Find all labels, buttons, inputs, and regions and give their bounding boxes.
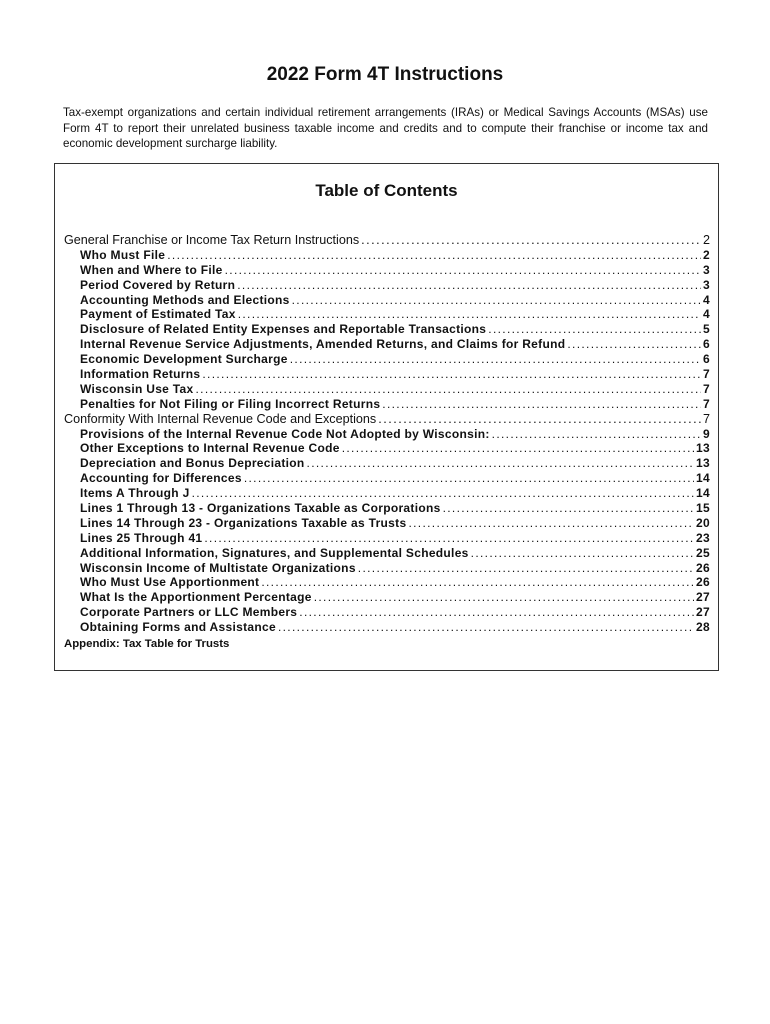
toc-entry-page: 2	[703, 247, 710, 262]
toc-entry-page: 4	[703, 292, 710, 307]
toc-leader-dots	[238, 307, 701, 321]
toc-leader-dots	[261, 575, 694, 589]
toc-entry-page: 27	[696, 590, 710, 605]
toc-entry-label: When and Where to File	[80, 262, 223, 277]
toc-entry[interactable]	[64, 486, 710, 501]
toc-entry[interactable]	[64, 561, 710, 576]
toc-entry-page: 28	[696, 620, 710, 635]
toc-leader-dots	[307, 456, 695, 470]
toc-entry-page: 25	[696, 545, 710, 560]
toc-leader-dots	[443, 501, 694, 515]
toc-leader-dots	[299, 605, 694, 619]
toc-leader-dots	[292, 293, 701, 307]
toc-entry[interactable]	[64, 516, 710, 531]
toc-entry[interactable]	[64, 620, 710, 635]
toc-entry-page: 7	[702, 411, 710, 426]
toc-entry-label: Internal Revenue Service Adjustments, Amended Returns, and Claims for Refund	[80, 337, 566, 352]
toc-entry-label: Additional Information, Signatures, and Supplemental Schedules	[80, 545, 469, 560]
toc-entry-label: Disclosure of Related Entity Expenses and Reportable Transactions	[80, 322, 487, 337]
toc-entry-page: 7	[703, 396, 710, 411]
toc-entry-label: Wisconsin Use Tax	[80, 381, 194, 396]
toc-entry-page: 13	[696, 441, 710, 456]
toc-entry-page: 26	[696, 575, 710, 590]
toc-entry-page: 23	[696, 530, 710, 545]
toc-entry[interactable]	[64, 590, 710, 605]
toc-entry-label: Lines 1 Through 13 - Organizations Taxable as Corporations	[80, 501, 441, 516]
page-title: 2022 Form 4T Instructions	[266, 64, 504, 85]
toc-entry-page: 6	[703, 337, 710, 352]
toc-entry-label: Accounting Methods and Elections	[80, 292, 290, 307]
toc-entry[interactable]	[64, 412, 710, 427]
toc-entry-page: 27	[696, 605, 710, 620]
toc-entry[interactable]	[64, 263, 710, 278]
toc-leader-dots	[492, 427, 701, 441]
toc-entry-label: General Franchise or Income Tax Return Instructions	[64, 233, 360, 247]
toc-entry-label: Who Must Use Apportionment	[80, 575, 260, 590]
toc-entry-page: 2	[702, 233, 710, 247]
toc-leader-dots	[342, 441, 694, 455]
toc-entry[interactable]	[64, 278, 710, 293]
toc-entry[interactable]	[64, 382, 710, 397]
toc-entry[interactable]	[64, 337, 710, 352]
toc-leader-dots	[195, 382, 701, 396]
toc-leader-dots	[278, 620, 694, 634]
toc-entry-page: 6	[703, 352, 710, 367]
toc-entry-label: Lines 25 Through 41	[80, 530, 203, 545]
toc-entry[interactable]	[64, 471, 710, 486]
toc-entry[interactable]	[64, 605, 710, 620]
toc-leader-dots	[488, 322, 701, 336]
toc-entry-label: Economic Development Surcharge	[80, 352, 288, 367]
toc-entry[interactable]	[64, 352, 710, 367]
toc-entry-page: 3	[703, 262, 710, 277]
toc-leader-dots	[225, 263, 701, 277]
toc-entry-label: Lines 14 Through 23 - Organizations Taxable as Trusts	[80, 515, 407, 530]
toc-entry[interactable]	[64, 293, 710, 308]
toc-entry-label: Corporate Partners or LLC Members	[80, 605, 298, 620]
toc-list	[64, 233, 710, 635]
toc-leader-dots	[204, 531, 694, 545]
toc-entry-label: Other Exceptions to Internal Revenue Code	[80, 441, 340, 456]
toc-entry[interactable]	[64, 531, 710, 546]
toc-entry[interactable]	[64, 441, 710, 456]
toc-entry[interactable]	[64, 367, 710, 382]
toc-entry-page: 14	[696, 486, 710, 501]
toc-entry-page: 7	[703, 367, 710, 382]
toc-entry-page: 13	[696, 456, 710, 471]
toc-entry-page: 26	[696, 560, 710, 575]
toc-entry-page: 5	[703, 322, 710, 337]
toc-entry[interactable]	[64, 397, 710, 412]
toc-heading: Table of Contents	[315, 181, 458, 200]
toc-leader-dots	[167, 248, 701, 262]
toc-leader-dots	[192, 486, 694, 500]
toc-entry-page: 20	[696, 515, 710, 530]
toc-entry-label: Penalties for Not Filing or Filing Incorrect Returns	[80, 396, 381, 411]
toc-leader-dots	[378, 412, 701, 426]
toc-leader-dots	[358, 561, 694, 575]
toc-entry[interactable]	[64, 307, 710, 322]
toc-leader-dots	[237, 278, 701, 292]
toc-entry[interactable]	[64, 427, 710, 442]
toc-entry[interactable]	[64, 575, 710, 590]
toc-entry-page: 15	[696, 501, 710, 516]
toc-entry[interactable]	[64, 456, 710, 471]
toc-entry[interactable]	[64, 248, 710, 263]
toc-appendix[interactable]: Appendix: Tax Table for Trusts	[64, 638, 230, 650]
toc-leader-dots	[361, 233, 701, 247]
toc-entry-label: Items A Through J	[80, 486, 190, 501]
toc-entry-label: Accounting for Differences	[80, 471, 242, 486]
toc-leader-dots	[244, 471, 694, 485]
table-of-contents	[54, 163, 719, 671]
toc-leader-dots	[202, 367, 701, 381]
toc-entry-page: 9	[703, 426, 710, 441]
toc-leader-dots	[471, 546, 694, 560]
toc-entry-label: What Is the Apportionment Percentage	[80, 590, 312, 605]
toc-leader-dots	[382, 397, 701, 411]
toc-entry-label: Period Covered by Return	[80, 277, 236, 292]
toc-entry-page: 7	[703, 381, 710, 396]
toc-entry-label: Provisions of the Internal Revenue Code Not Adopted by Wisconsin:	[80, 426, 490, 441]
toc-leader-dots	[314, 590, 694, 604]
intro-paragraph: Tax-exempt organizations and certain individual retirement arrangements (IRAs) or Medical Savings Accounts (MSAs) use Form 4T to report their unrelated business taxable income and credits and to compute their franchise or income tax and economic development surcharge liability.	[63, 106, 708, 150]
toc-leader-dots	[290, 352, 701, 366]
toc-entry-label: Obtaining Forms and Assistance	[80, 620, 276, 635]
toc-entry[interactable]	[64, 546, 710, 561]
toc-entry[interactable]	[64, 501, 710, 516]
toc-entry-label: Conformity With Internal Revenue Code and Exceptions	[64, 411, 377, 426]
toc-entry-label: Depreciation and Bonus Depreciation	[80, 456, 305, 471]
toc-entry-label: Payment of Estimated Tax	[80, 307, 236, 322]
toc-entry-label: Who Must File	[80, 247, 166, 262]
toc-leader-dots	[567, 337, 701, 351]
toc-entry[interactable]	[64, 233, 710, 248]
toc-leader-dots	[408, 516, 694, 530]
toc-entry-label: Information Returns	[80, 367, 201, 382]
toc-entry-label: Wisconsin Income of Multistate Organizations	[80, 560, 356, 575]
toc-entry[interactable]	[64, 322, 710, 337]
toc-entry-page: 3	[703, 277, 710, 292]
toc-entry-page: 4	[703, 307, 710, 322]
toc-entry-page: 14	[696, 471, 710, 486]
